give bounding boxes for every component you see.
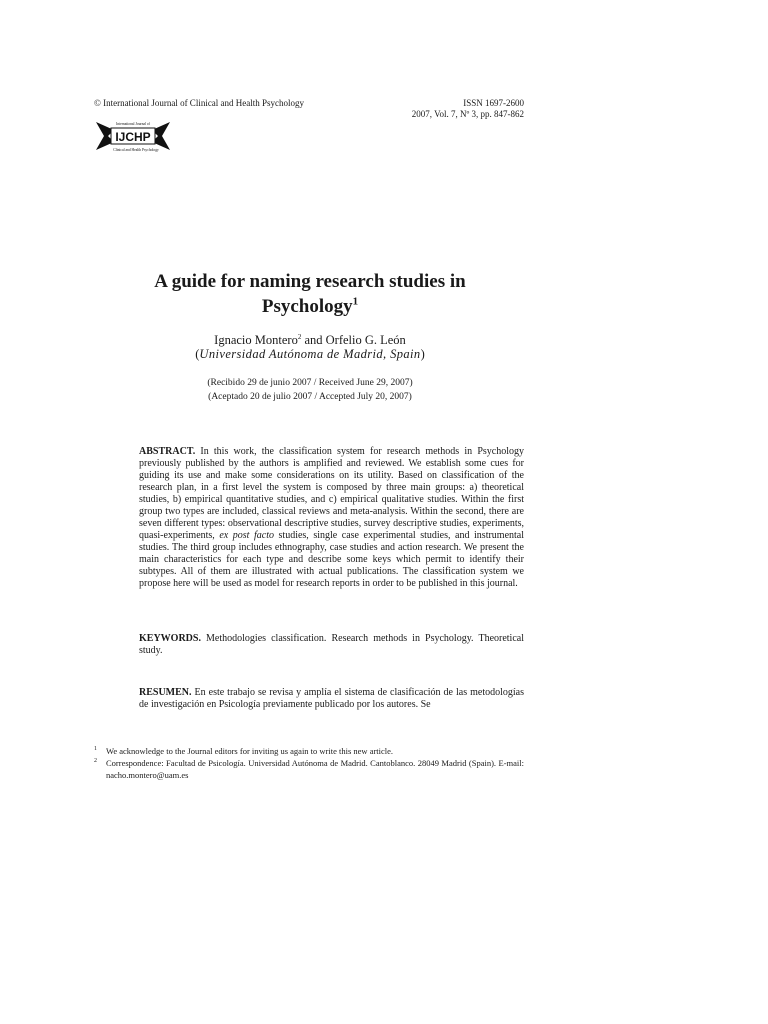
accepted-date: (Aceptado 20 de julio 2007 / Accepted July 20, 2007) (208, 392, 412, 402)
logo-text: IJCHP (115, 130, 151, 144)
abstract: ABSTRACT. In this work, the classification system for research methods in Psychology previously published by the authors is amplified and reviewed. We establish some cues for guiding its use and make some considerations on its utility. Based on classification of the research plan, in a first level the system is composed by three main groups: a) theoretical studies, b) empirical quantitative studies, and c) empirical qualitative studies. Within the first group two types are included, classical reviews and meta-analysis. Within the second, there are seven different types: observational descriptive studies, survey descriptive studies, experiments, quasi-experiments, ex post facto studies, single case experimental studies, and instrumental studies. The third group includes ethnography, case studies and action research. We present the main characteristics for each type and describe some keys which permit to identify their subtypes. All of them are illustrated with actual publications. The classification system we propose here will be used as model for research reports in order to be published in this journal. (139, 446, 525, 589)
issn: ISSN 1697-2600 (463, 98, 524, 108)
author-footnote-ref: 2 (297, 332, 302, 341)
resumen-label: RESUMEN. (139, 687, 192, 698)
logo-bottom-line: Clinical and Health Psychology (113, 148, 159, 152)
title-footnote-ref: 1 (352, 295, 359, 308)
resumen: RESUMEN. En este trabajo se revisa y amplía el sistema de clasificación de las metodologías de investigación en Psicología previamente publicado por los autores. Se (139, 687, 524, 710)
received-date: (Recibido 29 de junio 2007 / Received June 29, 2007) (207, 378, 413, 388)
volume-info: 2007, Vol. 7, Nº 3, pp. 847-862 (411, 109, 524, 119)
title-line-1: A guide for naming research studies in (154, 271, 466, 292)
keywords-label: KEYWORDS. (139, 633, 201, 644)
journal-logo (94, 118, 172, 154)
footnote: 2 Correspondence: Facultad de Psicología. Universidad Autónoma de Madrid. Cantoblanco. 28049 Madrid (Spain). E-mail: nacho.montero@uam.es (94, 758, 524, 780)
submission-dates (110, 376, 510, 404)
affiliation: (Universidad Autónoma de Madrid, Spain) (195, 347, 425, 361)
abstract-label: ABSTRACT. (139, 446, 196, 457)
title-line-2: Psychology$^1$ (261, 295, 359, 317)
journal-header: © International Journal of Clinical and Health Psychology (94, 98, 305, 108)
article-title (110, 269, 510, 319)
authors: Ignacio Montero$^2$ and Orfelio G. León (214, 332, 406, 347)
issn-info (412, 98, 524, 120)
logo-top-line: International Journal of (116, 122, 150, 126)
footnotes (94, 745, 524, 781)
keywords: KEYWORDS. Methodologies classification. Research methods in Psychology. Theoretical study. (139, 633, 524, 656)
footnote: 1 We acknowledge to the Journal editors for inviting us again to write this new article. (94, 746, 394, 756)
